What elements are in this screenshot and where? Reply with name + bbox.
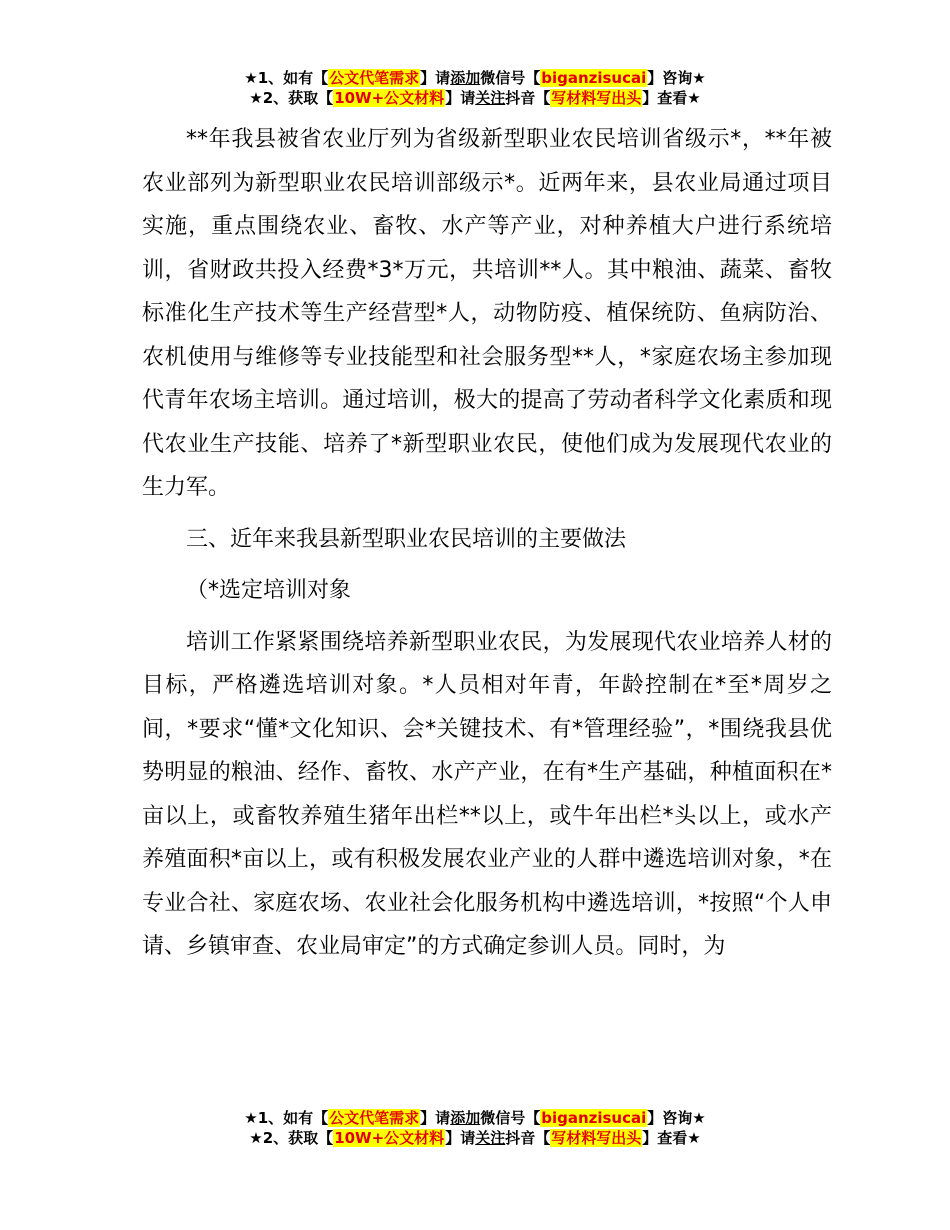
banner-underlined-text: 添加 xyxy=(450,1109,481,1127)
banner-line-1 xyxy=(0,68,950,88)
paragraph-select-trainees: 培训工作紧紧围绕培养新型职业农民，为发展现代农业培养人材的目标，严格遴选培训对象。*人员相对年青，年龄控制在*至*周岁之间，*要求“懂*文化知识、会*关键技术、有*管理经验”，*围绕我县优势明显的粮油、经作、畜牧、水产产业，在有*生产基础，种植面积在*亩以上，或畜牧养殖生猪年出栏**以上，或牛年出栏*头以上，或水产养殖面积*亩以上，或有积极发展农业产业的人群中遴选培训对象，*在专业合社、家庭农场、农业社会化服务机构中遴选培训，*按照“个人申请、乡镇审查、农业局审定”的方式确定参训人员。同时，为 xyxy=(142,629,832,959)
banner-text: 抖音【 xyxy=(505,1129,551,1147)
banner-highlight: 写材料写出头 xyxy=(551,89,642,107)
banner-text: 】请 xyxy=(445,1129,476,1147)
banner-text: 抖音【 xyxy=(505,89,551,107)
banner-text: 】查看★ xyxy=(642,1129,701,1147)
banner-text: 】请 xyxy=(420,69,451,87)
banner-text: 】请 xyxy=(445,89,476,107)
banner-line-1 xyxy=(0,1108,950,1128)
banner-line-2 xyxy=(0,1128,950,1148)
banner-text: 微信号【 xyxy=(480,1109,541,1127)
banner-text: ★2、获取【 xyxy=(249,89,334,107)
header-banner xyxy=(0,68,950,108)
banner-highlight: 写材料写出头 xyxy=(551,1129,642,1147)
banner-text: 】查看★ xyxy=(642,89,701,107)
banner-highlight: biganzisucai xyxy=(541,1109,647,1127)
banner-text: ★1、如有【 xyxy=(244,1109,329,1127)
banner-text: 】请 xyxy=(420,1109,451,1127)
banner-underlined-text: 关注 xyxy=(475,89,506,107)
banner-text: ★1、如有【 xyxy=(244,69,329,87)
banner-highlight: 公文代笔需求 xyxy=(329,1109,420,1127)
banner-text: ★2、获取【 xyxy=(249,1129,334,1147)
banner-text: 微信号【 xyxy=(480,69,541,87)
banner-line-2 xyxy=(0,88,950,108)
subsection-heading: （*选定培训对象 xyxy=(186,578,352,603)
banner-text: 】咨询★ xyxy=(647,69,706,87)
banner-text: 】咨询★ xyxy=(647,1109,706,1127)
section-heading: 三、近年来我县新型职业农民培训的主要做法 xyxy=(186,526,627,552)
banner-underlined-text: 关注 xyxy=(475,1129,506,1147)
banner-highlight: 10W+公文材料 xyxy=(334,1129,445,1147)
document-body xyxy=(142,118,832,969)
banner-highlight: 公文代笔需求 xyxy=(329,69,420,87)
banner-underlined-text: 添加 xyxy=(450,69,481,87)
footer-banner xyxy=(0,1108,950,1148)
paragraph-training-overview: **年我县被省农业厅列为省级新型职业农民培训省级示*，**年被农业部列为新型职业农民培训部级示*。近两年来，县农业局通过项目实施，重点围绕农业、畜牧、水产等产业，对种养植大户进行系统培训，省财政共投入经费*3*万元，共培训**人。其中粮油、蔬菜、畜牧标准化生产技术等生产经营型*人，动物防疫、植保统防、鱼病防治、农机使用与维修等专业技能型和社会服务型**人，*家庭农场主参加现代青年农场主培训。通过培训，极大的提高了劳动者科学文化素质和现代农业生产技能、培养了*新型职业农民，使他们成为发展现代农业的生力军。 xyxy=(142,127,832,500)
banner-highlight: 10W+公文材料 xyxy=(334,89,445,107)
banner-highlight: biganzisucai xyxy=(541,69,647,87)
